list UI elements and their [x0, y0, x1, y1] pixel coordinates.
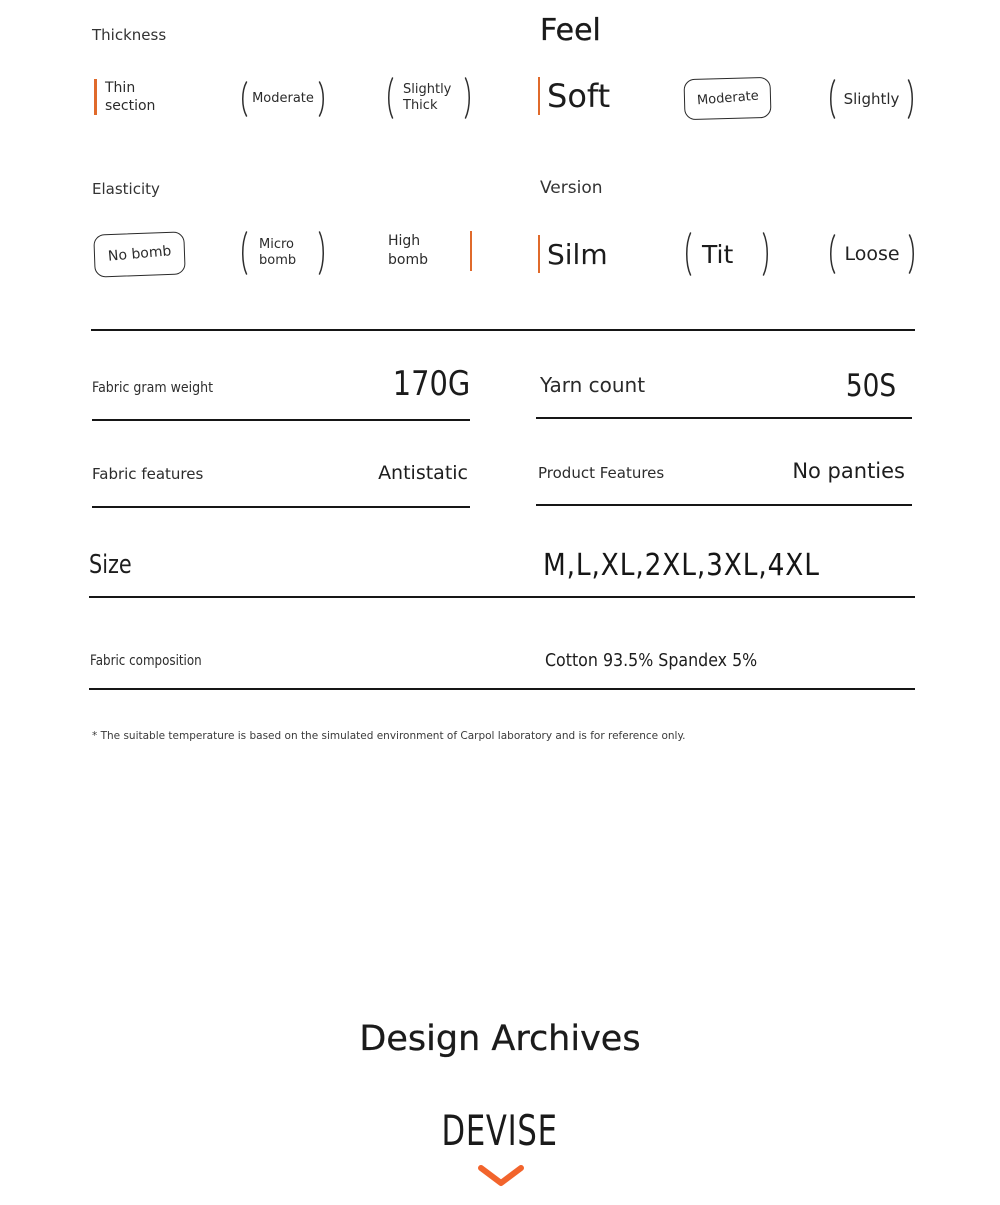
option-no-bomb: [93, 231, 185, 277]
option-label: Soft: [547, 77, 611, 115]
option-label: Moderate: [252, 91, 314, 106]
brand-name: DEVISE: [441, 1106, 559, 1155]
selected-marker-bar: [538, 77, 540, 115]
bracket-right-icon: [464, 76, 474, 120]
option-label: No bomb: [107, 243, 172, 265]
option-moderate-feel: [683, 77, 771, 120]
thickness-title: Thickness: [92, 26, 167, 44]
underline: [89, 596, 915, 598]
bracket-left-icon: [384, 76, 394, 120]
elasticity-title: Elasticity: [92, 180, 160, 198]
option-label: Tit: [702, 239, 734, 269]
option-slightly-thick: [384, 76, 474, 120]
bracket-left-icon: [682, 231, 692, 277]
version-title: Version: [540, 178, 603, 198]
option-moderate-thickness: [238, 80, 328, 118]
chevron-down-icon: [477, 1164, 525, 1190]
option-loose: [826, 233, 918, 275]
bracket-right-icon: [318, 80, 328, 118]
fabric-features-value: Antistatic: [378, 462, 468, 484]
selected-marker-bar: [538, 235, 540, 273]
size-value: M,L,XL,2XL,3XL,4XL: [543, 548, 820, 583]
selected-marker-bar: [470, 231, 472, 271]
underline: [89, 688, 915, 690]
option-label: Moderate: [696, 88, 759, 108]
option-tit: [682, 231, 772, 277]
option-micro-bomb: [238, 230, 328, 276]
option-label: High bomb: [388, 233, 428, 268]
option-label: Loose: [844, 243, 900, 265]
option-silm: [538, 235, 608, 273]
feel-title: Feel: [540, 13, 601, 48]
option-thin-section: [94, 79, 155, 115]
product-features-value: No panties: [792, 459, 905, 483]
option-soft: [538, 77, 610, 115]
option-label: Micro bomb: [259, 237, 297, 268]
underline: [92, 419, 470, 421]
option-high-bomb: [388, 231, 472, 271]
divider-line: [91, 329, 915, 331]
design-archives-heading: Design Archives: [359, 1019, 641, 1059]
underline: [536, 504, 912, 506]
underline: [536, 417, 912, 419]
bracket-right-icon: [762, 231, 772, 277]
bracket-left-icon: [238, 230, 248, 276]
bracket-left-icon: [826, 233, 836, 275]
selected-marker-bar: [94, 79, 97, 115]
option-label: Silm: [547, 237, 608, 271]
composition-label: Fabric composition: [90, 653, 202, 669]
gram-weight-label: Fabric gram weight: [92, 380, 214, 396]
bracket-left-icon: [826, 78, 836, 120]
option-label: Thin section: [105, 80, 156, 114]
underline: [92, 506, 470, 508]
size-label: Size: [89, 550, 132, 580]
bracket-right-icon: [908, 233, 918, 275]
product-features-label: Product Features: [538, 464, 665, 482]
bracket-left-icon: [238, 80, 248, 118]
composition-value: Cotton 93.5% Spandex 5%: [545, 650, 758, 671]
bracket-right-icon: [318, 230, 328, 276]
footnote: * The suitable temperature is based on the simulated environment of Carpol laboratory and is for reference only.: [92, 730, 686, 742]
option-label: Slightly Thick: [403, 82, 452, 113]
gram-weight-value: 170G: [392, 364, 470, 404]
yarn-count-value: 50S: [845, 368, 896, 404]
fabric-features-label: Fabric features: [92, 465, 204, 483]
bracket-right-icon: [907, 78, 917, 120]
yarn-count-label: Yarn count: [540, 373, 646, 397]
option-label: Slightly: [843, 90, 900, 108]
option-slightly-feel: [826, 78, 917, 120]
